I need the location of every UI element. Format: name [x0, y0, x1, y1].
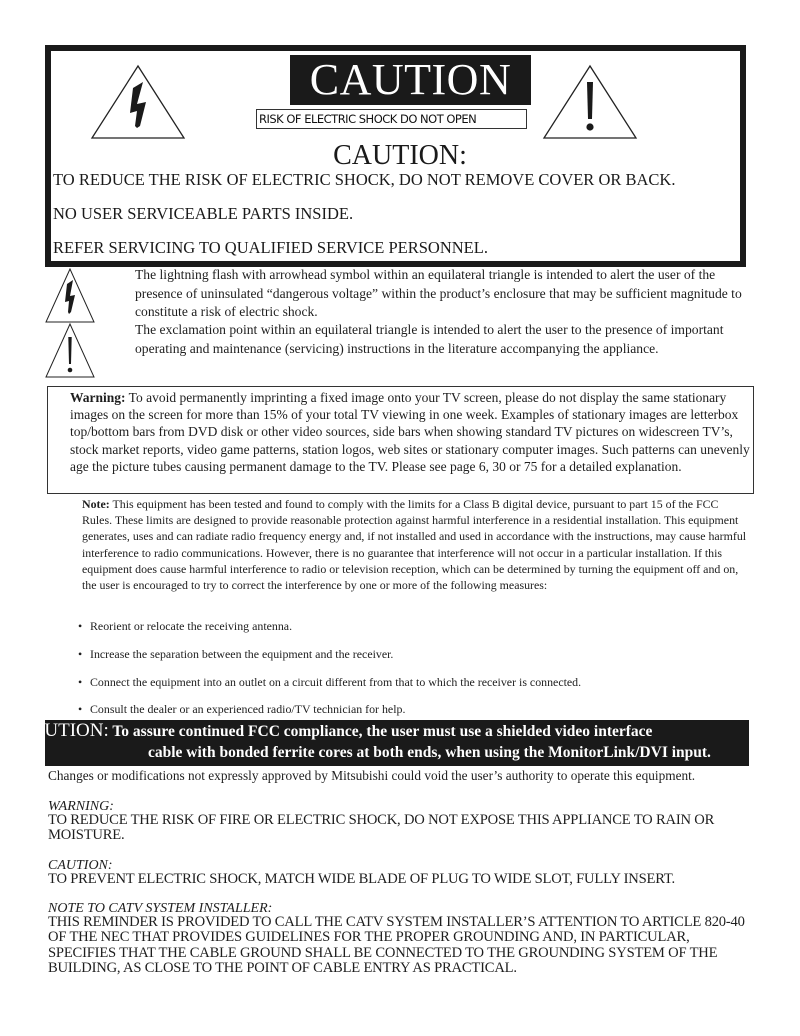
section-heading: CAUTION:	[48, 858, 113, 873]
caution-line: TO REDUCE THE RISK OF ELECTRIC SHOCK, DO NOT REMOVE COVER OR BACK.	[53, 170, 676, 189]
list-item: • Increase the separation between the equipment and the receiver.	[78, 647, 394, 661]
warning-text	[70, 389, 750, 475]
fcc-note	[82, 496, 748, 593]
note-body: This equipment has been tested and found to comply with the limits for a Class B digital device, pursuant to part 15 of the FCC Rules. These limits are designed to provide reasonable protection against harmful interference in a residential installation. This equipment generates, uses and can radiate radio frequency energy and, if not installed and used in accordance with the instructions, may cause harmful interference to radio communications. However, there is no guarantee that interference will not occur in a particular installation. If this equipment does cause harmful interference to radio or television reception, which can be determined by turning the equipment off and on, the user is encouraged to try to correct the interference by one or more of the following measures:	[82, 497, 747, 593]
bullet-icon: •	[78, 647, 83, 661]
bullet-icon: •	[78, 675, 83, 689]
exclamation-symbol-explanation: The exclamation point within an equilateral triangle is intended to alert the user to the presence of important operating and maintenance (servicing) instructions in the literature accompanying the appliance.	[135, 322, 724, 356]
section-heading: WARNING:	[48, 799, 114, 814]
lightning-triangle-icon	[90, 64, 186, 140]
list-item: • Reorient or relocate the receiving antenna.	[78, 619, 293, 633]
fcc-caution-line: CAUTION: To assure continued FCC compliance, the user must use a shielded video interface	[18, 720, 653, 741]
caution-heading: CAUTION:	[333, 140, 467, 171]
list-item: • Connect the equipment into an outlet on a circuit different from that to which the receiver is connected.	[78, 675, 582, 689]
bullet-icon: •	[78, 702, 83, 716]
note-label: Note:	[82, 497, 110, 511]
caution-line: REFER SERVICING TO QUALIFIED SERVICE PERSONNEL.	[53, 238, 488, 257]
exclamation-triangle-icon	[542, 64, 638, 140]
risk-label: RISK OF ELECTRIC SHOCK DO NOT OPEN	[256, 109, 527, 129]
section-body: THIS REMINDER IS PROVIDED TO CALL THE CATV SYSTEM INSTALLER’S ATTENTION TO ARTICLE 820-40 OF THE NEC THAT PROVIDES GUIDELINES FOR THE PROPER GROUNDING AND, IN PARTICULAR, SPECIFIES THAT THE CABLE GROUND SHALL BE CONNECTED TO THE GROUNDING SYSTEM OF THE BUILDING, AS CLOSE TO THE POINT OF CABLE ENTRY AS PRACTICAL.	[48, 914, 745, 977]
section-heading: NOTE TO CATV SYSTEM INSTALLER:	[48, 901, 273, 916]
section-body: TO REDUCE THE RISK OF FIRE OR ELECTRIC SHOCK, DO NOT EXPOSE THIS APPLIANCE TO RAIN OR MOISTURE.	[48, 812, 715, 844]
bullet-icon: •	[78, 619, 83, 633]
warning-label: Warning:	[70, 390, 126, 405]
fcc-caution-line: cable with bonded ferrite cores at both ends, when using the MonitorLink/DVI input.	[148, 744, 711, 761]
section-body: TO PREVENT ELECTRIC SHOCK, MATCH WIDE BLADE OF PLUG TO WIDE SLOT, FULLY INSERT.	[48, 871, 675, 887]
caution-banner: CAUTION	[290, 55, 531, 105]
list-item: • Consult the dealer or an experienced radio/TV technician for help.	[78, 702, 406, 716]
warning-body: To avoid permanently imprinting a fixed image onto your TV screen, please do not display the same stationary images on the screen for more than 15% of your total TV viewing in one week. Examples of stationary images are letterbox top/bottom bars from DVD disk or other video sources, side bars when showing standard TV pictures on widescreen TV’s, stock market reports, video game patterns, station logos, web sites or stationary computer images. Such patterns can unevenly age the picture tubes causing permanent damage to the TV. Please see page 6, 30 or 75 for a detailed explanation.	[70, 390, 750, 474]
fcc-caution-label: CAUTION:	[18, 720, 109, 741]
lightning-triangle-icon	[45, 268, 95, 324]
exclamation-triangle-icon	[45, 323, 95, 379]
changes-notice: Changes or modifications not expressly approved by Mitsubishi could void the user’s authority to operate this equipment.	[48, 768, 696, 783]
caution-line: NO USER SERVICEABLE PARTS INSIDE.	[53, 204, 354, 223]
lightning-symbol-explanation: The lightning flash with arrowhead symbol within an equilateral triangle is intended to alert the user of the presence of uninsulated “dangerous voltage” within the product’s enclosure that may be sufficient magnitude to constitute a risk of electric shock.	[135, 267, 742, 319]
